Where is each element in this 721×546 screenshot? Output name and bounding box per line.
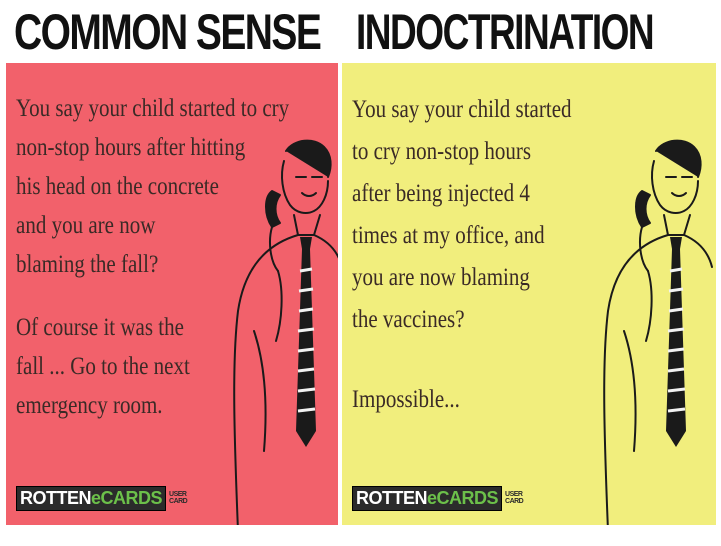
message-line: Impossible...: [352, 386, 460, 413]
message-line: his head on the concrete: [16, 173, 219, 200]
ecard-indoctrination: [342, 63, 716, 525]
heading-indoctrination: INDOCTRINATION: [356, 4, 654, 60]
message-line: the vaccines?: [352, 306, 465, 333]
message-line: You say your child started to cry: [16, 95, 290, 122]
bottom-margin: [0, 528, 721, 546]
message-line: non-stop hours after hitting: [16, 134, 246, 161]
message-line: emergency room.: [16, 392, 163, 419]
man-on-phone-illustration: [224, 131, 338, 525]
rottenecards-logo: ROTTENeCARDS USER CARD: [352, 487, 519, 509]
man-on-phone-illustration: [588, 131, 716, 525]
card-message: [352, 89, 572, 421]
message-line: to cry non-stop hours: [352, 138, 532, 165]
rottenecards-logo: ROTTENeCARDS USER CARD: [16, 487, 183, 509]
necktie: [666, 237, 686, 447]
message-line: and you are now: [16, 212, 156, 239]
heading-common-sense: COMMON SENSE: [14, 4, 321, 60]
message-line: You say your child started: [352, 96, 572, 123]
message-line: blaming the fall?: [16, 251, 159, 278]
message-line: you are now blaming: [352, 264, 530, 291]
ecard-common-sense: [6, 63, 338, 525]
message-line: times at my office, and: [352, 222, 545, 249]
message-paragraph-1: [352, 89, 572, 341]
message-line: fall ... Go to the next: [16, 353, 190, 380]
message-line: after being injected 4: [352, 180, 530, 207]
message-line: Of course it was the: [16, 314, 184, 341]
necktie: [296, 237, 316, 447]
message-paragraph-2: [352, 379, 572, 421]
